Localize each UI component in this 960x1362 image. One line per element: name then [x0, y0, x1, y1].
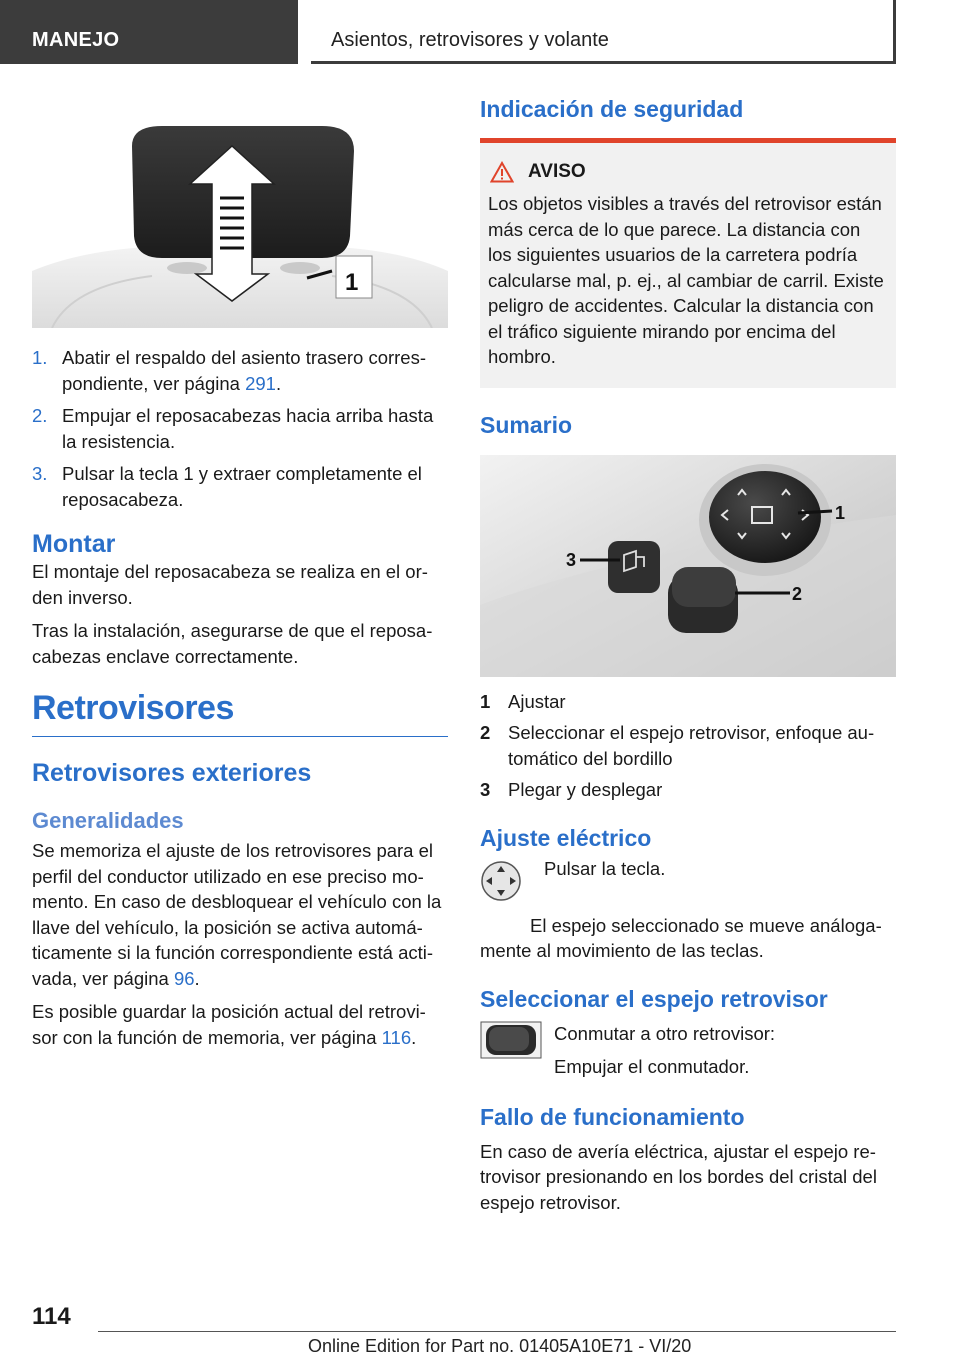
paragraph: Se memoriza el ajuste de los retrovisores para el perfil del conductor utilizado en ese preciso mo‐mento. En caso de desbloquear el vehículo con la llave del vehículo, la posición se activa automá‐ticamente si la función correspondiente está acti‐vada, ver página 96. — [32, 840, 442, 989]
page-link[interactable]: 291 — [245, 372, 276, 394]
page-link[interactable]: 116 — [381, 1026, 412, 1048]
mirror-controls-illustration — [480, 455, 896, 677]
step-number: 1. — [32, 347, 48, 368]
warning-title: AVISO — [528, 161, 586, 182]
paragraph: En caso de avería eléctrica, ajustar el espejo re‐trovisor presionando en los bordes del cristal del espejo retrovisor. — [480, 1140, 877, 1213]
section-tab: MANEJO — [0, 0, 298, 64]
list-item: 1 Ajustar — [480, 690, 566, 712]
sumario-callout-2: 2 — [792, 583, 803, 604]
warning-box — [480, 138, 896, 388]
footer-edition: Online Edition for Part no. 01405A10E71 - VI/20 — [308, 1336, 692, 1356]
paragraph: El espejo seleccionado se mueve análoga‐mente al movimiento de las teclas. — [480, 914, 882, 961]
mirror-switch-icon — [480, 1021, 542, 1059]
list-item: 3. Pulsar la tecla 1 y extraer completamente el reposacabeza. — [32, 461, 448, 512]
list-item: 3 Plegar y desplegar — [480, 779, 663, 800]
heading-montar: Montar — [32, 530, 116, 558]
headrest-callout: 1 — [345, 269, 359, 296]
heading-ajuste: Ajuste eléctrico — [480, 824, 652, 851]
footer-divider — [98, 1331, 896, 1332]
heading-exteriores: Retrovisores exteriores — [32, 759, 312, 787]
list-item: 2. Empujar el reposacabezas hacia arriba hasta la resistencia. — [32, 403, 448, 454]
heading-retrovisores: Retrovisores — [32, 689, 448, 737]
heading-sumario: Sumario — [480, 411, 573, 438]
page-number: 114 — [32, 1303, 71, 1330]
sumario-callout-1: 1 — [835, 502, 846, 523]
paragraph: Conmutar a otro retrovisor: — [554, 1022, 776, 1044]
steps-list — [32, 345, 448, 512]
paragraph: Tras la instalación, asegurarse de que el reposa‐cabezas enclave correctamente. — [32, 620, 433, 667]
legend-list — [480, 689, 896, 803]
heading-seleccionar: Seleccionar el espejo retrovisor — [480, 985, 828, 1012]
left-column — [32, 96, 448, 1050]
page-link[interactable]: 96 — [173, 967, 195, 989]
step-number: 2. — [32, 405, 48, 426]
heading-seguridad: Indicación de seguridad — [480, 96, 744, 122]
step-number: 3. — [32, 463, 48, 484]
paragraph: Empujar el conmutador. — [554, 1056, 750, 1077]
sumario-callout-3: 3 — [566, 549, 577, 570]
paragraph: El montaje del reposacabeza se realiza en el or‐den inverso. — [32, 561, 428, 608]
headrest-illustration — [32, 96, 448, 328]
list-item: 1. Abatir el respaldo del asiento trasero corres‐pondiente, ver página 291. — [32, 345, 448, 396]
chapter-title: Asientos, retrovisores y volante — [311, 0, 896, 64]
heading-generalidades: Generalidades — [32, 808, 184, 833]
warning-triangle-icon — [490, 161, 514, 183]
paragraph: Pulsar la tecla. — [544, 857, 666, 879]
paragraph: Es posible guardar la posición actual del retrovi‐sor con la función de memoria, ver página 116. — [32, 1001, 426, 1048]
mirror-joystick-icon — [480, 860, 522, 902]
list-item: 2 Seleccionar el espejo retrovisor, enfoque au‐tomático del bordillo — [480, 722, 875, 769]
heading-fallo: Fallo de funcionamiento — [480, 1103, 745, 1130]
right-column — [480, 96, 896, 1215]
warning-text: Los objetos visibles a través del retrovisor están más cerca de lo que parece. La distancia con los siguientes usuarios de la carretera podría calcularse mal, p. ej., al cambiar de carril. Existe peligro de accidentes. Calcular la distancia con el tráfico siguiente mirando por encima del hombro. — [488, 193, 884, 367]
